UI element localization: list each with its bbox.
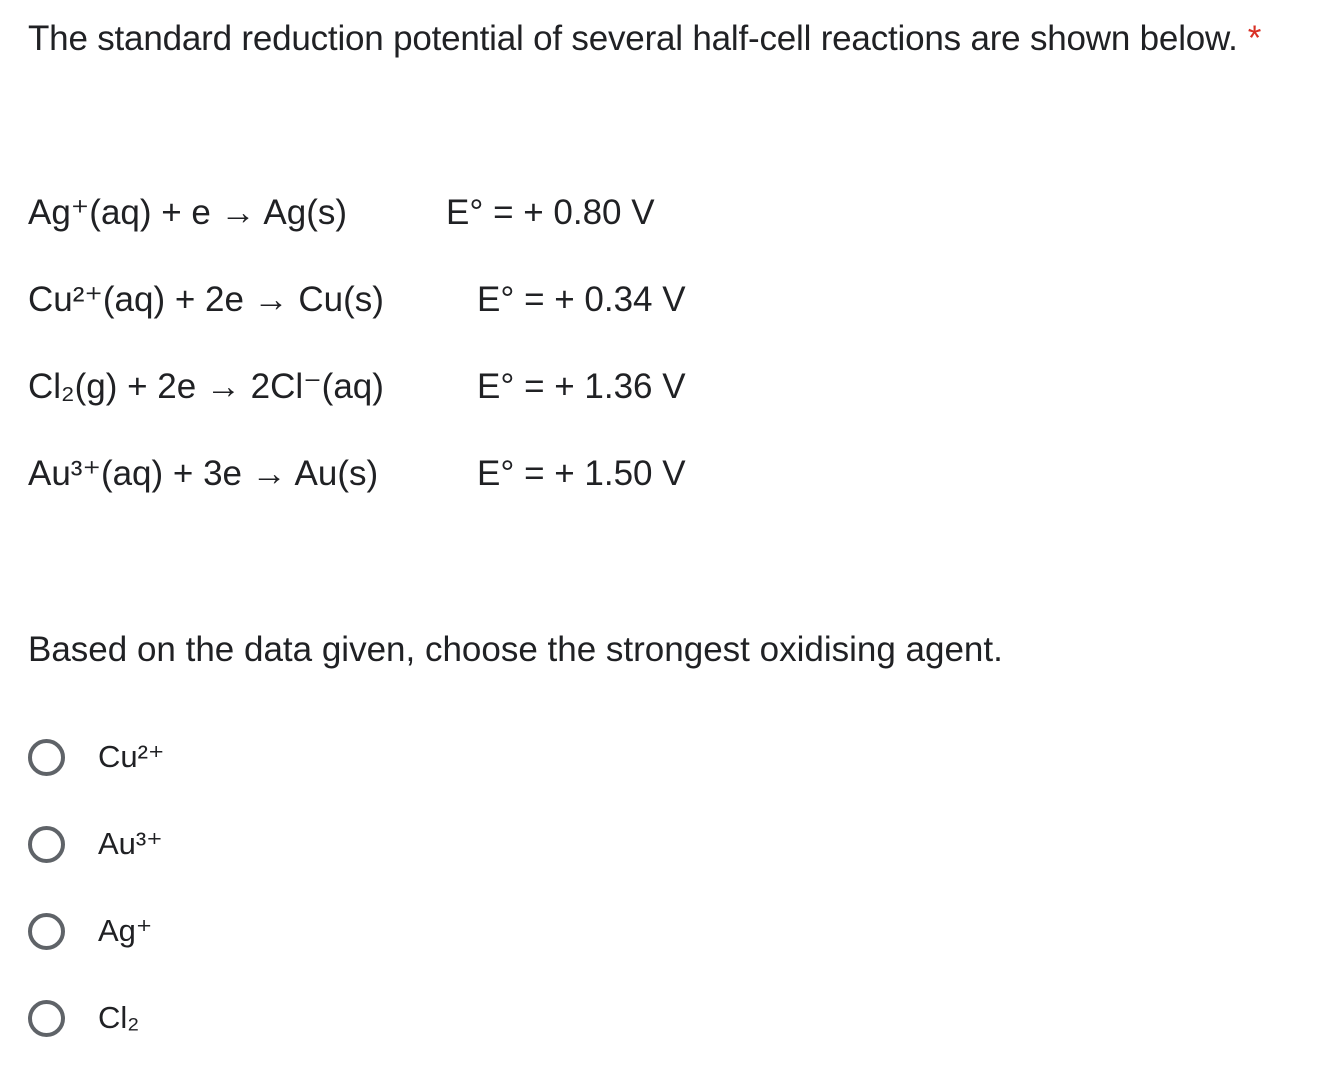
question-text: The standard reduction potential of several half-cell reactions are shown below. — [28, 19, 1238, 58]
reaction-equation-au: Au³⁺(aq) + 3e → Au(s) — [28, 454, 379, 493]
option-cl2[interactable] — [28, 996, 139, 1040]
option-au3plus[interactable] — [28, 822, 163, 866]
radio-button[interactable] — [28, 913, 65, 950]
option-label: Cu²⁺ — [98, 739, 165, 774]
option-agplus[interactable] — [28, 909, 152, 953]
radio-button[interactable] — [28, 739, 65, 776]
question-title — [28, 16, 1261, 62]
question-prompt: Based on the data given, choose the strongest oxidising agent. — [28, 630, 1003, 669]
radio-button[interactable] — [28, 826, 65, 863]
reaction-potential-ag: E° = + 0.80 V — [446, 193, 655, 232]
reaction-potential-au: E° = + 1.50 V — [477, 454, 686, 493]
option-label: Ag⁺ — [98, 913, 153, 948]
option-label: Au³⁺ — [98, 826, 163, 861]
reaction-equation-ag: Ag⁺(aq) + e → Ag(s) — [28, 193, 348, 232]
option-label: Cl₂ — [98, 1000, 140, 1035]
reaction-potential-cl: E° = + 1.36 V — [477, 367, 686, 406]
radio-button[interactable] — [28, 1000, 65, 1037]
reaction-equation-cl: Cl₂(g) + 2e → 2Cl⁻(aq) — [28, 367, 384, 406]
required-asterisk: * — [1247, 19, 1262, 58]
option-cu2plus[interactable] — [28, 735, 164, 779]
reaction-equation-cu: Cu²⁺(aq) + 2e → Cu(s) — [28, 280, 384, 319]
reaction-potential-cu: E° = + 0.34 V — [477, 280, 686, 319]
